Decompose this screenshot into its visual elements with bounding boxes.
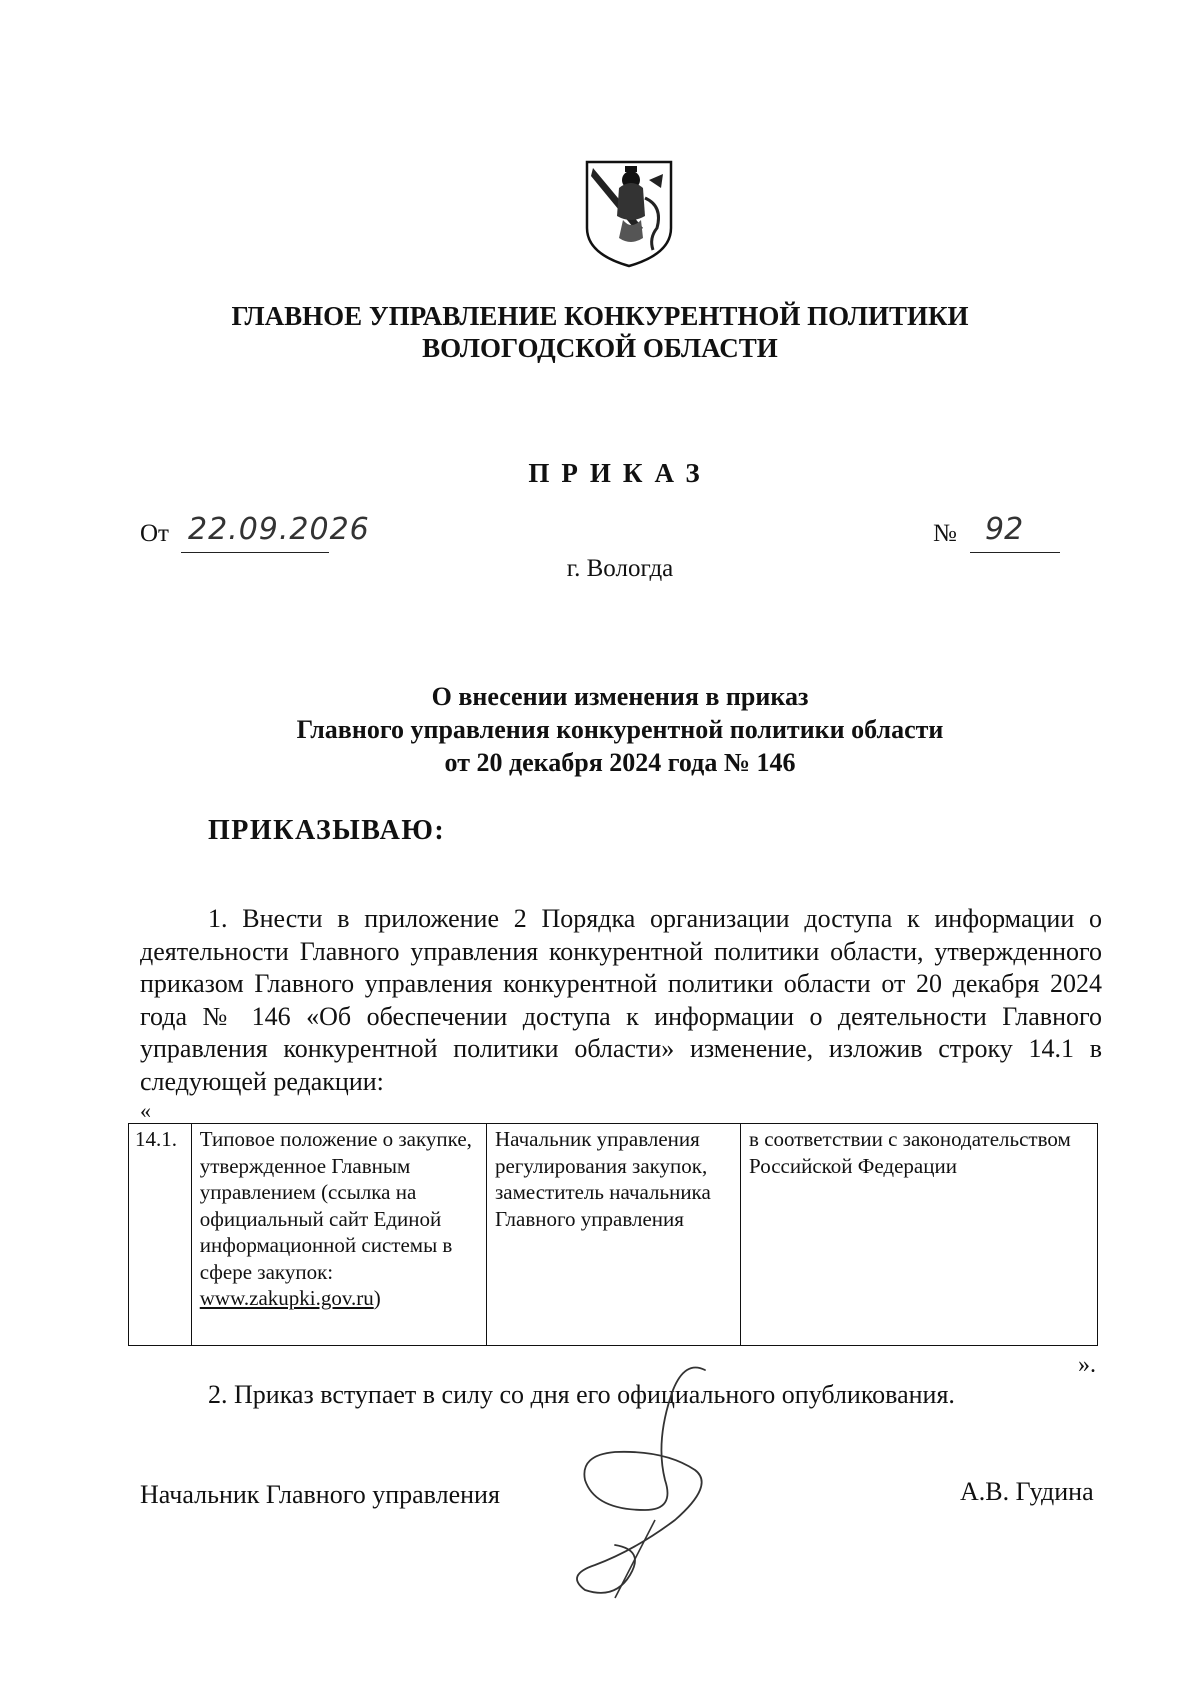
zakupki-link[interactable]: www.zakupki.gov.ru — [199, 1286, 374, 1310]
agency-name-line2: ВОЛОГОДСКОЙ ОБЛАСТИ — [422, 333, 778, 363]
row-terms: в соответствии с законодательством Российской Федерации — [741, 1124, 1098, 1346]
handwritten-signature-icon — [555, 1360, 725, 1600]
paragraph-2: 2. Приказ вступает в силу со дня его официального опубликования. — [208, 1380, 955, 1409]
date-value: 22.09.2026 — [188, 512, 370, 547]
date-underline — [181, 552, 329, 553]
paragraph-1: 1. Внести в приложение 2 Порядка организации доступа к информации о деятельности Главного управления конкурентной политики области, утвержденного приказом Главного управления конкурентной политики области от 20 декабря 2024 года № 146 «Об обеспечении доступа к информации о деятельности Главного управления конкурентной политики области» изменение, изложив строку 14.1 в следующей редакции: — [140, 904, 1102, 1096]
subject-heading — [0, 680, 1200, 779]
quote-close: ». — [1078, 1352, 1096, 1378]
subject-line2: Главного управления конкурентной политики области — [296, 715, 944, 744]
subject-line1: О внесении изменения в приказ — [431, 682, 809, 711]
number-underline — [970, 552, 1060, 553]
number-label: № — [933, 520, 957, 547]
table-row — [129, 1124, 1098, 1346]
decree-word: ПРИКАЗЫВАЮ: — [208, 815, 446, 846]
agency-name — [0, 300, 1200, 364]
row-responsible: Начальник управления регулирования закупок, заместитель начальника Главного управления — [486, 1124, 740, 1346]
document-type: ПРИКАЗ — [528, 458, 712, 488]
number-value: 92 — [985, 512, 1024, 547]
amendment-table — [128, 1123, 1098, 1346]
row-document — [191, 1124, 486, 1346]
coat-of-arms-icon — [583, 158, 675, 270]
agency-name-line1: ГЛАВНОЕ УПРАВЛЕНИЕ КОНКУРЕНТНОЙ ПОЛИТИКИ — [231, 301, 969, 331]
row-document-tail: ) — [373, 1286, 381, 1310]
subject-line3: от 20 декабря 2024 года № 146 — [444, 748, 796, 777]
row-number: 14.1. — [129, 1124, 192, 1346]
signatory-title: Начальник Главного управления — [140, 1480, 500, 1509]
signatory-name: А.В. Гудина — [960, 1477, 1094, 1506]
city: г. Вологда — [566, 555, 674, 582]
row-document-text: Типовое положение о закупке, утвержденное Главным управлением (ссылка на официальный сайт Единой информационной системы в сфере закупок: — [199, 1127, 472, 1284]
date-label: От — [140, 520, 169, 547]
quote-open: « — [140, 1098, 151, 1123]
